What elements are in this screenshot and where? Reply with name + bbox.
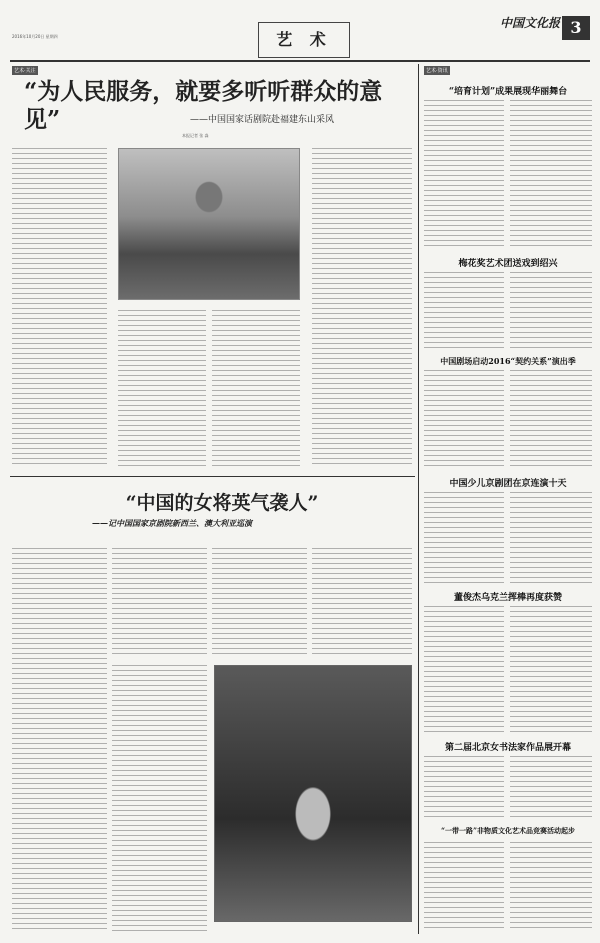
paper-name: 中国文化报 bbox=[500, 16, 561, 30]
brief-text bbox=[424, 370, 504, 470]
brief-text bbox=[424, 100, 504, 250]
brief-text bbox=[510, 842, 592, 932]
performance-photo bbox=[214, 665, 412, 922]
article-column bbox=[12, 548, 107, 933]
article-column bbox=[212, 310, 300, 466]
news-photo bbox=[118, 148, 300, 300]
story-headline: “为人民服务，就要多听听群众的意见” bbox=[24, 78, 383, 133]
brief-headline-3: 中国剧场启动2016“契约关系”演出季 bbox=[440, 356, 576, 366]
story-tag: 艺术·关注 bbox=[14, 68, 36, 74]
article-column bbox=[312, 148, 412, 466]
story-subhead: ——中国国家话剧院赴福建东山采风 bbox=[190, 115, 335, 125]
article-column bbox=[118, 310, 206, 466]
masthead-rule bbox=[10, 60, 590, 62]
brief-headline-5: 董俊杰乌克兰挥棒再度获赞 bbox=[453, 593, 562, 603]
story-headline: “中国的女将英气袭人” bbox=[125, 492, 319, 514]
brief-headline-7: “一带一路”非物质文化艺术品竞赛活动起步 bbox=[440, 826, 576, 835]
article-column bbox=[312, 548, 412, 658]
brief-headline-6: 第二届北京女书法家作品展开幕 bbox=[444, 743, 571, 753]
article-column bbox=[112, 548, 207, 658]
section-title: 艺 术 bbox=[258, 22, 350, 58]
brief-text bbox=[510, 492, 592, 584]
brief-text bbox=[424, 606, 504, 734]
story-subhead: ——记中国国家京剧院新西兰、澳大利亚巡演 bbox=[92, 518, 252, 528]
column-divider bbox=[418, 64, 419, 934]
brief-text bbox=[510, 756, 592, 818]
section-divider bbox=[10, 476, 415, 477]
brief-text bbox=[424, 272, 504, 352]
brief-headline-1: “培育计划”成果展现华丽舞台 bbox=[448, 87, 568, 97]
article-column bbox=[112, 665, 207, 933]
column-tag: 艺术·资讯 bbox=[426, 68, 448, 74]
brief-text bbox=[424, 492, 504, 584]
byline: 本报记者 张 淼 bbox=[182, 133, 209, 138]
article-column bbox=[212, 548, 307, 658]
brief-text bbox=[510, 272, 592, 352]
brief-text bbox=[510, 370, 592, 470]
page-number: 3 bbox=[562, 16, 590, 40]
brief-headline-2: 梅花奖艺术团送戏到绍兴 bbox=[458, 259, 558, 269]
brief-headline-4: 中国少儿京剧团在京连演十天 bbox=[449, 479, 567, 489]
article-column bbox=[12, 148, 107, 466]
brief-text bbox=[510, 100, 592, 250]
date-line: 2016年10月20日 星期四 bbox=[12, 34, 58, 39]
brief-text bbox=[424, 756, 504, 818]
brief-text bbox=[424, 842, 504, 932]
brief-text bbox=[510, 606, 592, 734]
